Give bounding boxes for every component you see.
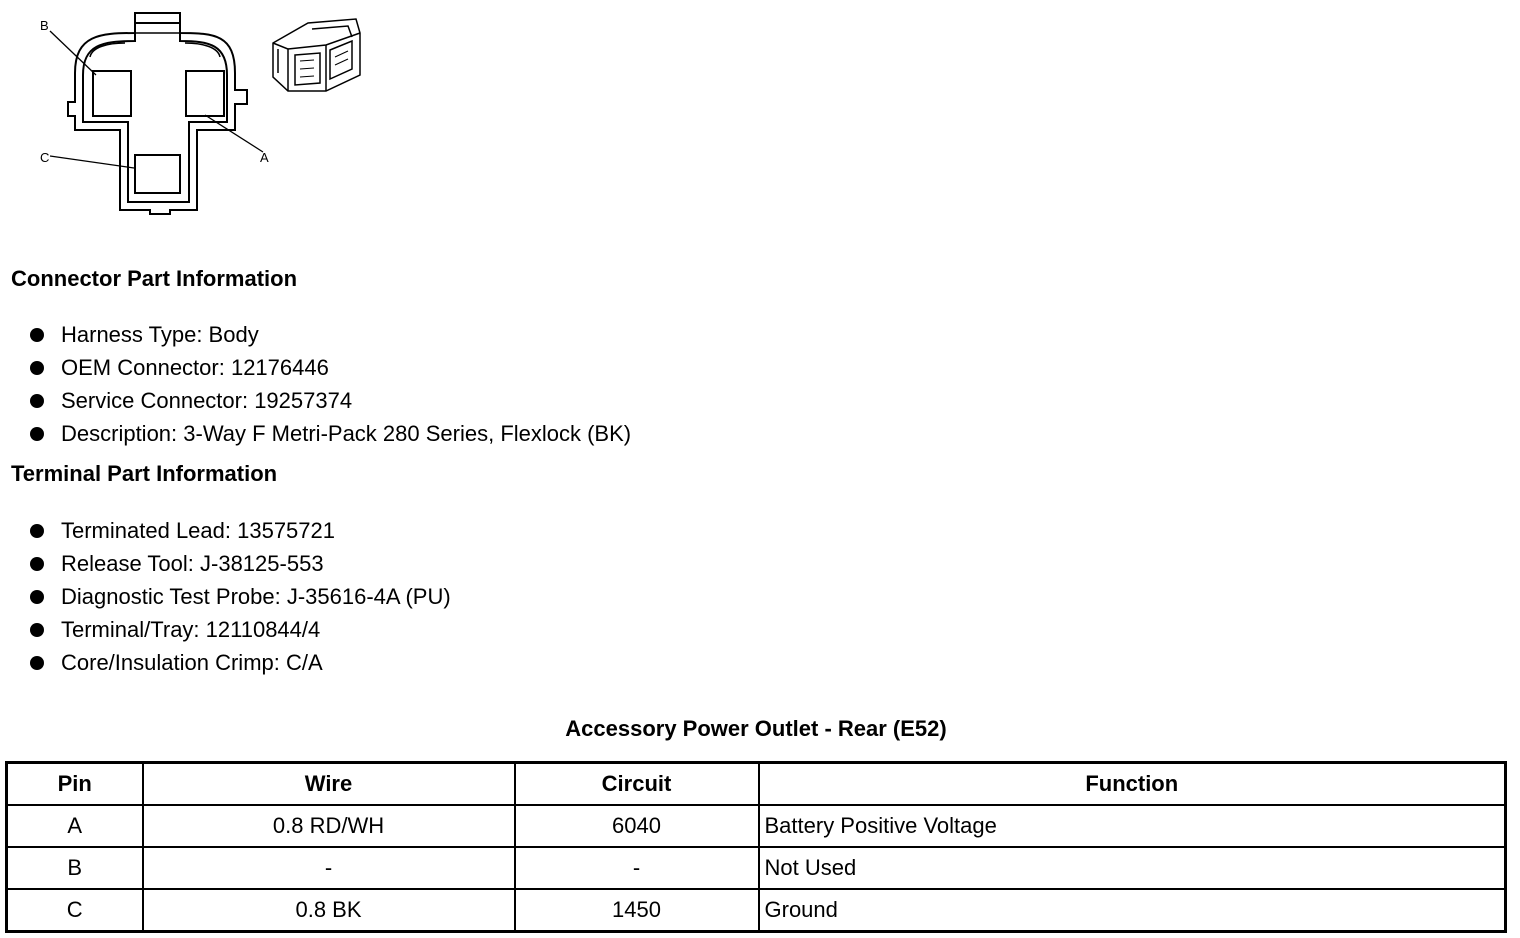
list-item (27, 646, 451, 679)
connector-diagram (30, 5, 375, 220)
list-item (27, 547, 451, 580)
connector-part-info-list (27, 318, 631, 450)
list-item-text: Diagnostic Test Probe: J-35616-4A (PU) (61, 584, 451, 609)
cell-wire: 0.8 BK (143, 889, 515, 932)
cell-pin: A (7, 805, 143, 847)
bullet-icon (30, 361, 44, 375)
cell-circuit: - (515, 847, 759, 889)
list-item-text: Core/Insulation Crimp: C/A (61, 650, 323, 675)
list-item-text: Terminated Lead: 13575721 (61, 518, 335, 543)
table-row (7, 889, 1506, 932)
cell-wire: 0.8 RD/WH (143, 805, 515, 847)
list-item-text: Service Connector: 19257374 (61, 388, 353, 413)
header-pin: Pin (7, 763, 143, 806)
cavity-a (186, 71, 224, 116)
list-item (27, 318, 631, 351)
cell-pin: B (7, 847, 143, 889)
bullet-icon (30, 394, 44, 408)
table-header-row (7, 763, 1506, 806)
cell-circuit: 6040 (515, 805, 759, 847)
bullet-icon (30, 524, 44, 538)
connector-outline (68, 13, 247, 214)
list-item-text: Terminal/Tray: 12110844/4 (61, 617, 321, 642)
cell-function: Ground (759, 889, 1506, 932)
list-item (27, 384, 631, 417)
header-circuit: Circuit (515, 763, 759, 806)
pin-table-title: Accessory Power Outlet - Rear (E52) (565, 716, 947, 741)
table-row (7, 847, 1506, 889)
list-item-text: Release Tool: J-38125-553 (61, 551, 324, 576)
header-function: Function (759, 763, 1506, 806)
list-item-text: OEM Connector: 12176446 (61, 355, 329, 380)
bullet-icon (30, 590, 44, 604)
bullet-icon (30, 427, 44, 441)
table-row (7, 805, 1506, 847)
pin-label-c: C (40, 150, 50, 165)
list-item-text: Description: 3-Way F Metri-Pack 280 Series, Flexlock (BK) (61, 421, 632, 446)
pin-table (5, 761, 1507, 933)
header-wire: Wire (143, 763, 515, 806)
cell-pin: C (7, 889, 143, 932)
cell-circuit: 1450 (515, 889, 759, 932)
bullet-icon (30, 328, 44, 342)
pin-label-b: B (40, 18, 49, 33)
list-item (27, 417, 631, 450)
cavity-b (93, 71, 131, 116)
pin-label-a: A (260, 150, 269, 165)
bullet-icon (30, 656, 44, 670)
connector-inner-outline (83, 23, 227, 202)
cavity-c (135, 155, 180, 193)
list-item (27, 514, 451, 547)
list-item (27, 351, 631, 384)
list-item (27, 580, 451, 613)
connector-3d-sketch (273, 19, 360, 91)
list-item-text: Harness Type: Body (61, 322, 259, 347)
list-item (27, 613, 451, 646)
terminal-part-info-heading: Terminal Part Information (11, 461, 278, 486)
cell-wire: - (143, 847, 515, 889)
bullet-icon (30, 557, 44, 571)
cell-function: Battery Positive Voltage (759, 805, 1506, 847)
connector-part-info-heading: Connector Part Information (11, 266, 298, 291)
bullet-icon (30, 623, 44, 637)
cell-function: Not Used (759, 847, 1506, 889)
connector-face-drawing (30, 5, 375, 220)
terminal-part-info-list (27, 514, 451, 679)
